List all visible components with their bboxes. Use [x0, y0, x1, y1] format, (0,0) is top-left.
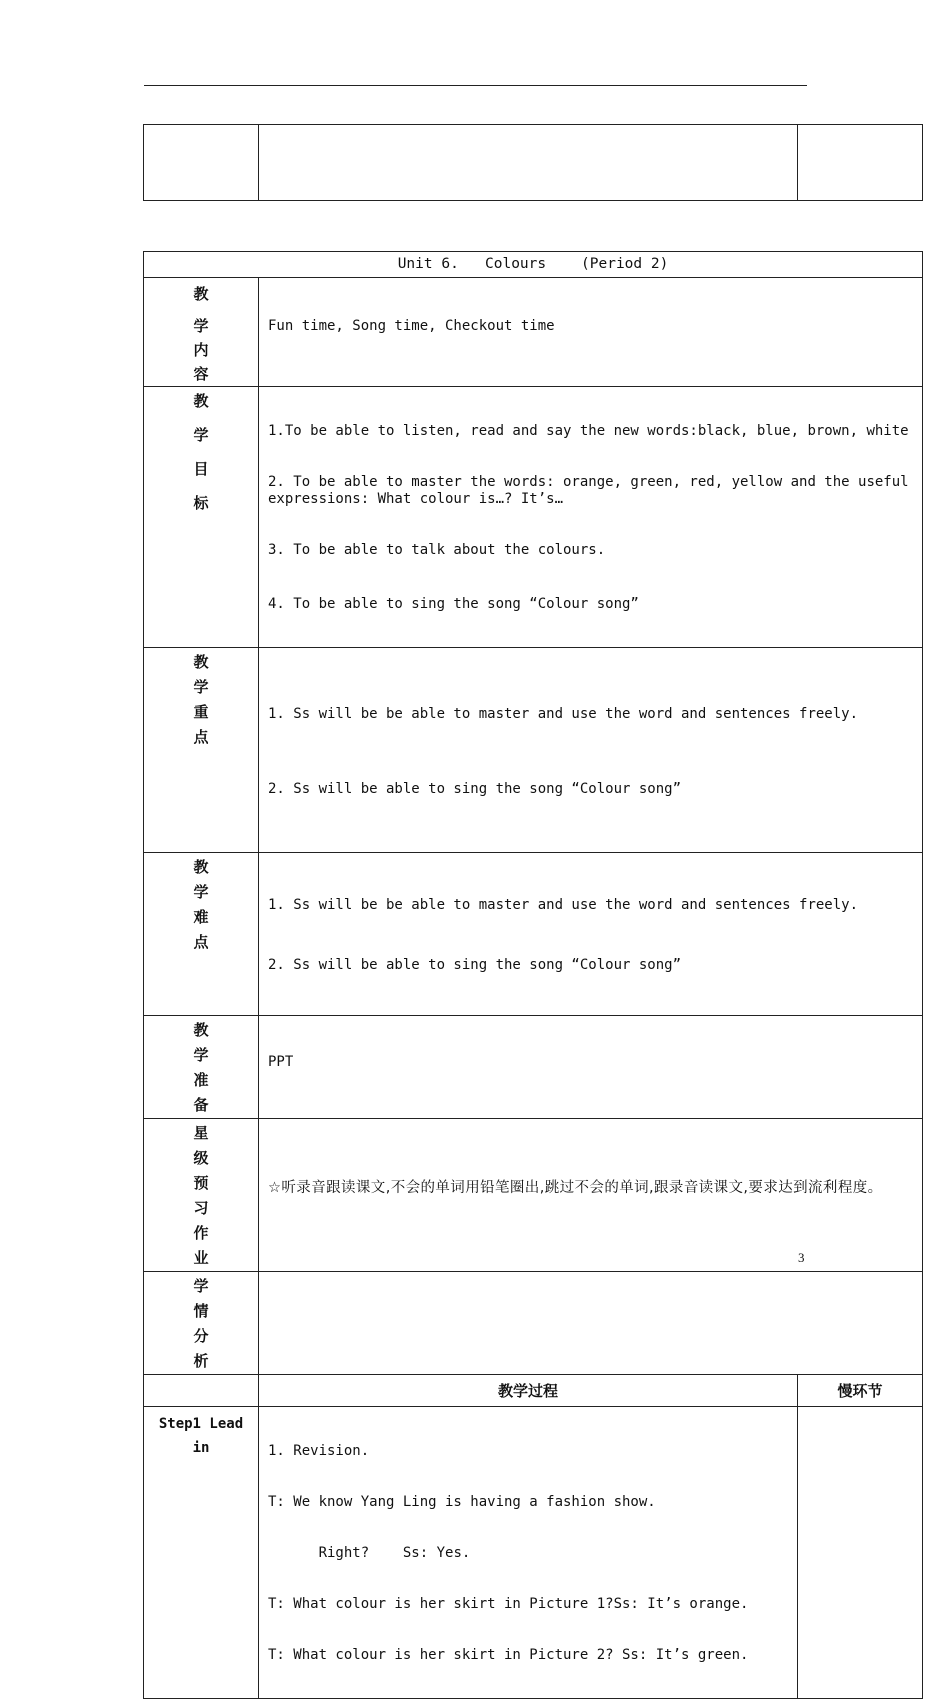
step1-line: T: We know Yang Ling is having a fashion show.: [268, 1494, 656, 1510]
header-rule: [144, 85, 807, 86]
label-char: 学: [193, 678, 209, 696]
objective-line: 1.To be able to listen, read and say the new words:black, blue, brown, white: [268, 423, 909, 439]
label-char: 学: [193, 1277, 209, 1295]
label-char: 教: [193, 392, 209, 410]
difficulty-line: 1. Ss will be be able to master and use the word and sentences freely.: [268, 897, 859, 913]
preparation-cell: [259, 1016, 923, 1119]
preparation-label: [144, 1016, 259, 1119]
lesson-plan-table: [143, 251, 923, 1699]
process-header: 教学过程: [259, 1375, 798, 1407]
step1-line: 1. Revision.: [268, 1443, 370, 1459]
objective-line: 3. To be able to talk about the colours.: [268, 542, 606, 558]
label-char: 准: [193, 1071, 209, 1089]
preparation-text: PPT: [268, 1054, 294, 1070]
top-table-cell-middle: [259, 125, 798, 201]
label-char: 学: [193, 1046, 209, 1064]
step1-line: Right? Ss: Yes.: [268, 1545, 471, 1561]
step1-note-cell: [798, 1407, 923, 1699]
label-char: 难: [193, 908, 209, 926]
label-char: 习: [193, 1199, 209, 1217]
top-table: [143, 124, 923, 201]
label-char: 析: [193, 1352, 209, 1370]
unit-title: Unit 6. Colours (Period 2): [144, 252, 923, 278]
objective-line: 4. To be able to sing the song “Colour song”: [268, 596, 639, 612]
label-char: 目: [193, 460, 209, 478]
label-char: 星: [193, 1124, 209, 1142]
label-char: 学: [193, 883, 209, 901]
step1-label: [144, 1407, 259, 1699]
label-char: 级: [193, 1149, 209, 1167]
label-char: 业: [193, 1249, 209, 1267]
top-table-cell-right: [798, 125, 923, 201]
analysis-cell: [259, 1272, 923, 1375]
key-point-line: 1. Ss will be be able to master and use the word and sentences freely.: [268, 706, 859, 722]
label-char: 重: [193, 703, 209, 721]
label-char: 教: [193, 1021, 209, 1039]
label-char: 预: [193, 1174, 209, 1192]
process-header-empty: [144, 1375, 259, 1407]
label-char: 作: [193, 1224, 209, 1242]
top-table-cell-left: [144, 125, 259, 201]
objectives-cell: [259, 387, 923, 648]
content-label: [144, 278, 259, 387]
label-char: 教: [193, 285, 209, 303]
homework-cell: [259, 1119, 923, 1272]
label-char: 标: [193, 494, 209, 512]
objectives-label: [144, 387, 259, 648]
label-char: 点: [193, 728, 209, 746]
analysis-label: [144, 1272, 259, 1375]
key-points-cell: [259, 648, 923, 853]
content-text: Fun time, Song time, Checkout time: [268, 318, 555, 334]
label-char: 点: [193, 933, 209, 951]
homework-label: [144, 1119, 259, 1272]
label-char: 备: [193, 1096, 209, 1114]
label-char: 学: [193, 317, 209, 335]
label-char: 内: [193, 341, 209, 359]
note-header: 慢环节: [798, 1375, 923, 1407]
content-text-cell: [259, 278, 923, 387]
page-number: 3: [798, 1250, 805, 1265]
objective-line: 2. To be able to master the words: orange, green, red, yellow and the useful expressions: What colour is…? It’s…: [268, 474, 918, 507]
difficulty-line: 2. Ss will be able to sing the song “Colour song”: [268, 957, 682, 973]
label-char: 学: [193, 426, 209, 444]
key-point-line: 2. Ss will be able to sing the song “Colour song”: [268, 781, 682, 797]
key-points-label: [144, 648, 259, 853]
difficulties-label: [144, 853, 259, 1016]
label-char: 教: [193, 858, 209, 876]
step1-label-text: Step1 Lead in: [158, 1416, 244, 1456]
difficulties-cell: [259, 853, 923, 1016]
label-char: 情: [193, 1302, 209, 1320]
label-char: 分: [193, 1327, 209, 1345]
step1-line: T: What colour is her skirt in Picture 1?Ss: It’s orange.: [268, 1596, 749, 1612]
label-char: 教: [193, 653, 209, 671]
step1-line: T: What colour is her skirt in Picture 2? Ss: It’s green.: [268, 1647, 749, 1663]
homework-text: ☆听录音跟读课文,不会的单词用铅笔圈出,跳过不会的单词,跟录音读课文,要求达到流利程度。: [268, 1180, 883, 1196]
label-char: 容: [193, 365, 209, 383]
step1-cell: [259, 1407, 798, 1699]
